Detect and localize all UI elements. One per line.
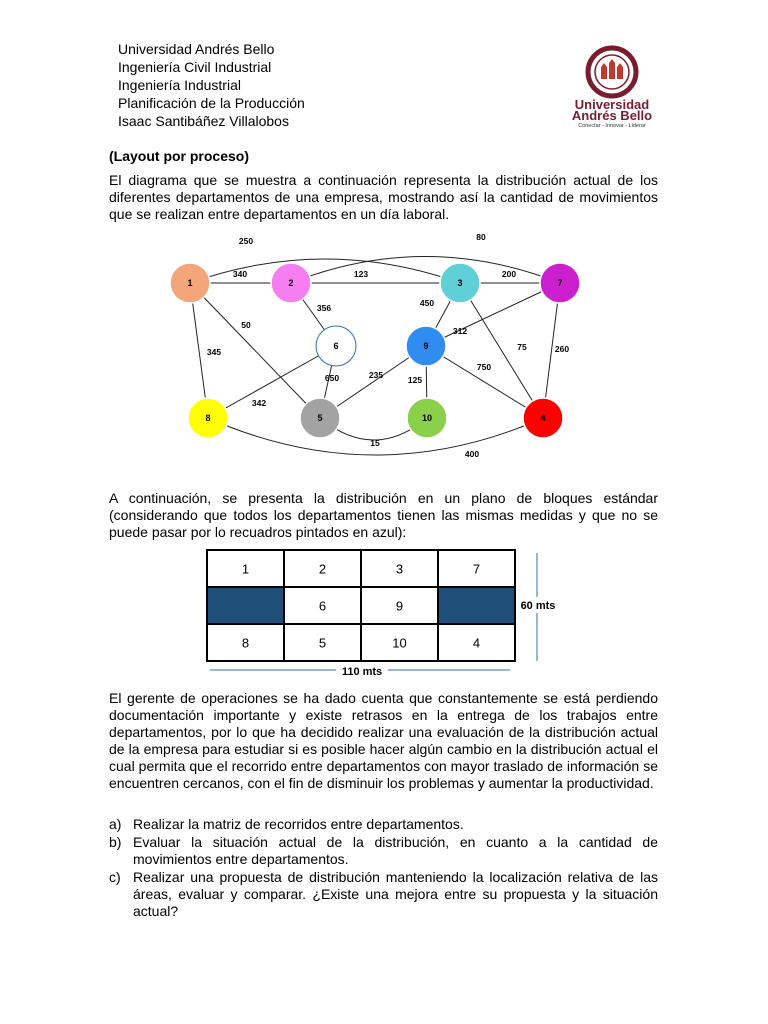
task-marker: b) — [109, 834, 122, 850]
edge-3-4 — [460, 283, 543, 418]
logo-tagline: Conectar - Innovar - Liderar — [578, 123, 646, 129]
edge-label: 260 — [554, 344, 570, 354]
edge-label-layer — [207, 232, 569, 459]
problem-paragraph: El gerente de operaciones se ha dado cuenta que constantemente se está perdiendo documentación importante y existe retrasos en la entrega de los trabajos entre departamentos, por lo que ha decidido realizar una evaluación de la distribución actual de la empresa para estudiar si es posible hacer algún cambio en la distribución actual el cual permita que el recorrido entre departamentos con mayor traslado de información se encuentren cercanos, con el fin de disminuir los problemas y aumentar la productividad. — [109, 690, 658, 791]
node-label: 4 — [540, 413, 546, 423]
width-label: 110 mts — [341, 666, 383, 678]
logo-text-line1: Universidad — [574, 97, 650, 112]
plan-intro-paragraph: A continuación, se presenta la distribución en un plano de bloques estándar (considerando que todos los departamentos tienen las mismas medidas y que no se puede pasar por lo recuadros pintados en azul): — [109, 490, 658, 540]
edge-label: 75 — [517, 342, 527, 352]
node-label: 1 — [187, 278, 193, 288]
edge-8-4 — [208, 418, 543, 455]
edge-label: 125 — [407, 375, 423, 385]
section-title: (Layout por proceso) — [109, 148, 250, 164]
edge-label: 340 — [232, 269, 248, 279]
node-label: 2 — [288, 278, 294, 288]
task-marker: c) — [109, 869, 121, 885]
edge-2-7 — [291, 257, 560, 284]
department-node-10 — [407, 398, 447, 438]
edge-label: 650 — [324, 373, 340, 383]
node-label: 8 — [205, 413, 211, 423]
node-label: 3 — [457, 278, 463, 288]
cell-label: 5 — [318, 635, 327, 651]
university-logo — [560, 46, 664, 136]
edge-label: 123 — [353, 269, 369, 279]
task-list — [109, 816, 658, 921]
blocked-cell — [207, 587, 284, 624]
edge-label: 50 — [241, 320, 251, 330]
department-node-1 — [170, 263, 210, 303]
author-name: Isaac Santibáñez Villalobos — [118, 113, 289, 129]
career-industrial: Ingeniería Industrial — [118, 77, 241, 93]
edge-label: 235 — [368, 370, 384, 380]
task-item — [109, 869, 658, 920]
task-text: Evaluar la situación actual de la distribución, en cuanto a la cantidad de movimientos entre departamentos. — [133, 834, 658, 867]
department-node-3 — [440, 263, 480, 303]
edge-label: 15 — [370, 438, 380, 448]
node-label: 5 — [317, 413, 323, 423]
cell-label: 9 — [395, 598, 404, 614]
cell-label: 4 — [472, 635, 481, 651]
department-node-8 — [188, 398, 228, 438]
edge-label: 80 — [476, 232, 486, 242]
edge-label: 342 — [251, 398, 267, 408]
intro-paragraph: El diagrama que se muestra a continuación representa la distribución actual de los diferentes departamentos de una empresa, mostrando así la cantidad de movimientos que se realizan entre departamentos en un día laboral. — [109, 172, 658, 222]
task-item — [109, 834, 658, 868]
cell-label: 2 — [318, 561, 327, 577]
node-label: 9 — [423, 341, 429, 351]
university-name: Universidad Andrés Bello — [118, 41, 275, 57]
department-node-5 — [300, 398, 340, 438]
department-node-7 — [540, 263, 580, 303]
career-civil: Ingeniería Civil Industrial — [118, 59, 272, 75]
height-label: 60 mts — [520, 600, 556, 612]
logo-text-line2: Andrés Bello — [571, 108, 653, 123]
edge-label: 250 — [238, 236, 254, 246]
task-text: Realizar una propuesta de distribución manteniendo la localización relativa de las áreas, evaluar y comparar. ¿Existe una mejora entre su propuesta y la situación actual? — [133, 869, 658, 919]
task-text: Realizar la matriz de recorridos entre departamentos. — [133, 816, 464, 832]
edge-label: 200 — [501, 269, 517, 279]
cell-label: 10 — [392, 635, 407, 651]
node-label: 6 — [333, 341, 339, 351]
header-info — [118, 40, 305, 130]
department-node-9 — [406, 326, 446, 366]
department-node-2 — [271, 263, 311, 303]
edge-label: 750 — [476, 362, 492, 372]
edge-label: 400 — [464, 449, 480, 459]
cell-label: 3 — [395, 561, 404, 577]
cell-label: 6 — [318, 598, 327, 614]
department-flow-diagram — [150, 230, 600, 468]
blocked-cell — [438, 587, 515, 624]
block-grid — [207, 550, 515, 661]
node-label: 7 — [557, 278, 563, 288]
block-plan — [200, 545, 564, 678]
department-node-4 — [523, 398, 563, 438]
node-label: 10 — [421, 413, 433, 423]
task-item — [109, 816, 658, 833]
cell-label: 8 — [241, 635, 250, 651]
cell-label: 7 — [472, 561, 481, 577]
edge-label: 345 — [206, 347, 222, 357]
course-name: Planificación de la Producción — [118, 95, 305, 111]
logo-emblem-icon — [560, 46, 664, 98]
department-node-6 — [316, 326, 356, 366]
edge-label: 312 — [452, 326, 468, 336]
cell-label: 1 — [241, 561, 250, 577]
edge-label: 356 — [316, 303, 332, 313]
edge-label: 450 — [419, 298, 435, 308]
task-marker: a) — [109, 816, 122, 832]
